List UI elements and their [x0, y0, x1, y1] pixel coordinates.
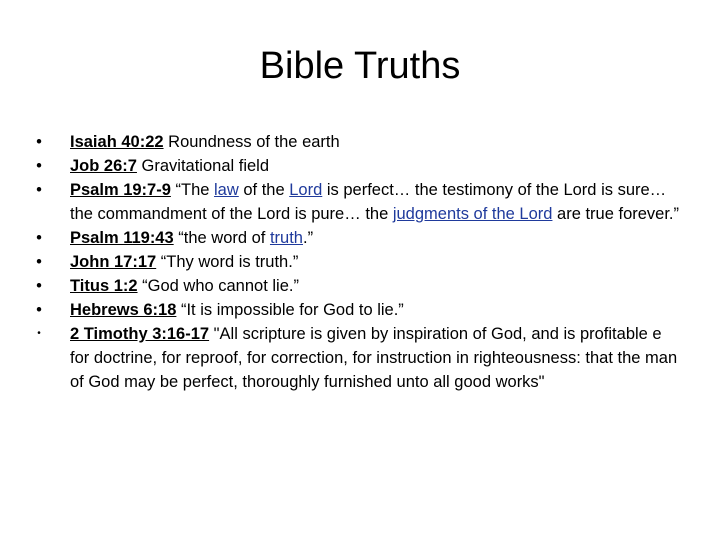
bullet-icon: •: [36, 229, 42, 247]
inline-link-truth[interactable]: truth: [269, 229, 303, 247]
item-text: “God who cannot lie.”: [137, 277, 299, 295]
inline-link-judgments[interactable]: judgments of the Lord: [392, 205, 553, 223]
item-text: is perfect… the testimony of the Lord is sure… the commandment of the Lord is pure… the: [70, 181, 667, 223]
list-item: [30, 274, 680, 298]
inline-link-lord[interactable]: Lord: [289, 181, 323, 199]
list-item: [30, 298, 680, 322]
item-text: “It is impossible for God to lie.”: [176, 301, 404, 319]
slide-title: Bible Truths: [259, 45, 461, 87]
item-text: .”: [303, 229, 314, 247]
bullet-icon: •: [37, 328, 41, 339]
scripture-link-2-timothy[interactable]: 2 Timothy 3:16-17: [70, 325, 210, 343]
inline-link-law[interactable]: law: [214, 181, 239, 199]
bullet-icon: •: [36, 157, 42, 175]
item-text: Roundness of the earth: [163, 133, 340, 151]
list-item: [30, 154, 680, 178]
list-item: [30, 130, 680, 154]
item-text: “the word of: [173, 229, 270, 247]
bullet-icon: •: [36, 301, 42, 319]
list-item: [30, 178, 680, 226]
item-text: "All scripture is given by inspiration of God, and is profitable e for doctrine, for reproof, for correction, for instruction in righteousness: that the man of God may be perfect, thoroughly furnished unto all good works": [70, 325, 678, 391]
bullet-list: [30, 130, 680, 394]
item-text: “The: [170, 181, 215, 199]
bullet-icon: •: [36, 277, 42, 295]
bullet-icon: •: [36, 133, 42, 151]
item-text: Gravitational field: [136, 157, 270, 175]
list-item: [30, 322, 680, 394]
scripture-link-psalm-19[interactable]: Psalm 19:7-9: [70, 181, 171, 199]
scripture-link-isaiah[interactable]: Isaiah 40:22: [70, 133, 164, 151]
list-item: [30, 226, 680, 250]
scripture-link-job[interactable]: Job 26:7: [70, 157, 137, 175]
item-text: of the: [238, 181, 290, 199]
item-text: are true forever.”: [552, 205, 680, 223]
scripture-link-psalm-119[interactable]: Psalm 119:43: [70, 229, 174, 247]
bullet-icon: •: [36, 253, 42, 271]
scripture-link-titus[interactable]: Titus 1:2: [70, 277, 138, 295]
bullet-icon: •: [36, 181, 42, 199]
scripture-link-hebrews[interactable]: Hebrews 6:18: [70, 301, 177, 319]
item-text: “Thy word is truth.”: [156, 253, 299, 271]
scripture-link-john[interactable]: John 17:17: [70, 253, 157, 271]
list-item: [30, 250, 680, 274]
